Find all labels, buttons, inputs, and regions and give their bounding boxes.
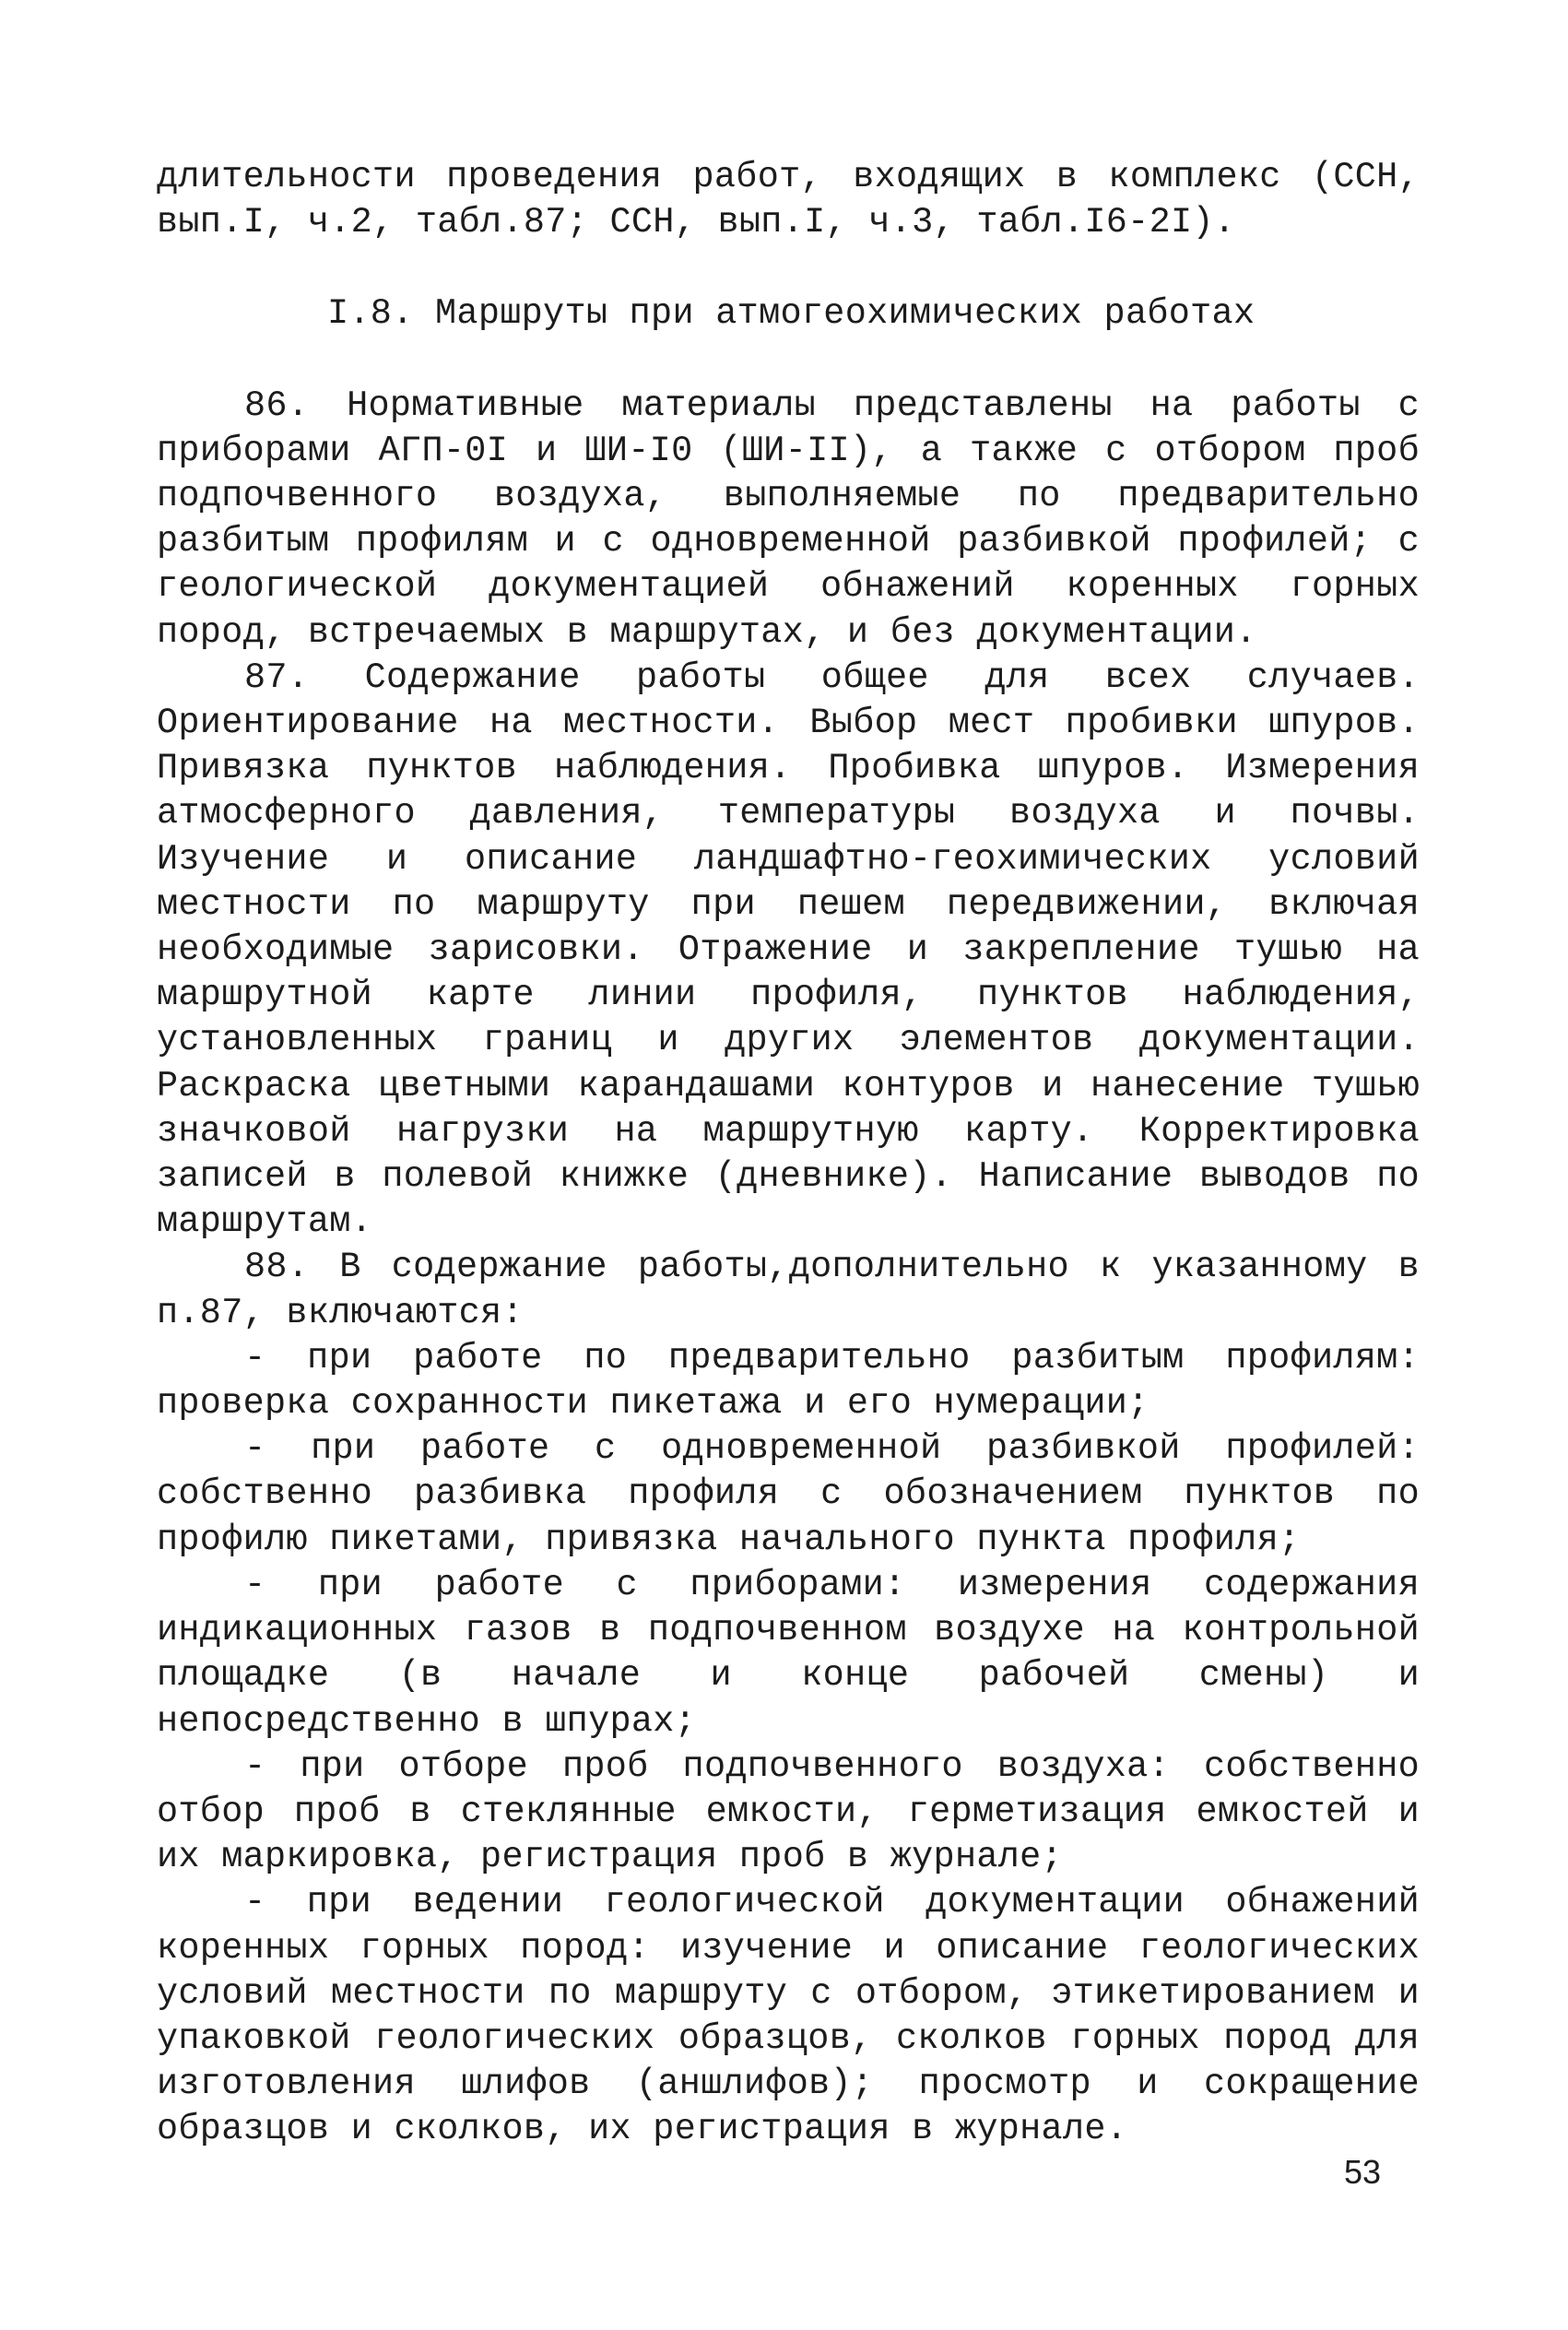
- list-item: - при ведении геологической документации обнажений коренных горных пород: изучение и описание геологических условий местности по маршруту с отбором, этикетированием и упаковкой геологических образцов, сколков горных пород для изготовления шлифов (аншлифов); просмотр и сокращение образцов и сколков, их регистрация в журнале.: [157, 1882, 1420, 2150]
- paragraph-88: 88. В содержание работы,дополнительно к указанному в п.87, включаются:: [157, 1247, 1420, 1333]
- list-item: - при работе с приборами: измерения содержания индикационных газов в подпочвенном воздухе на контрольной площадке (в начале и конце рабочей смены) и непосредственно в шпурах;: [157, 1564, 1420, 1742]
- section-heading: I.8. Маршруты при атмогеохимических работах: [327, 293, 1256, 335]
- paragraph-86: 86. Нормативные материалы представлены на работы с приборами АГП-0I и ШИ-I0 (ШИ-II), а также с отбором проб подпочвенного воздуха, выполняемые по предварительно разбитым профилям и с одновременной разбивкой профилей; с геологической документацией обнажений коренных горных пород, встречаемых в маршрутах, и без документации.: [157, 384, 1420, 653]
- list-item: - при отборе проб подпочвенного воздуха: собственно отбор проб в стеклянные емкости, герметизация емкостей и их маркировка, регистрация проб в журнале;: [157, 1745, 1420, 1878]
- paragraph-87: 87. Содержание работы общее для всех случаев. Ориентирование на местности. Выбор мест пробивки шпуров. Привязка пунктов наблюдения. Пробивка шпуров. Измерения атмосферного давления, температуры воздуха и почвы. Изучение и описание ландшафтно-геохимических условий местности по маршруту при пешем передвижении, включая необходимые зарисовки. Отражение и закрепление тушью на маршрутной карте линии профиля, пунктов наблюдения, установленных границ и других элементов документации. Раскраска цветными карандашами контуров и нанесение тушью значковой нагрузки на маршрутную карту. Корректировка записей в полевой книжке (дневнике). Написание выводов по маршрутам.: [157, 656, 1420, 1243]
- list-item: - при работе по предварительно разбитым профилям: проверка сохранности пикетажа и его нумерации;: [157, 1337, 1420, 1425]
- list-item: - при работе с одновременной разбивкой профилей: собственно разбивка профиля с обозначением пунктов по профилю пикетами, привязка начального пункта профиля;: [157, 1428, 1420, 1560]
- page-number: 53: [1344, 2153, 1382, 2191]
- page-body: [157, 155, 1420, 2153]
- intro-paragraph: длительности проведения работ, входящих в комплекс (ССН, вып.I, ч.2, табл.87; ССН, вып.I, ч.3, табл.I6-2I).: [157, 157, 1420, 243]
